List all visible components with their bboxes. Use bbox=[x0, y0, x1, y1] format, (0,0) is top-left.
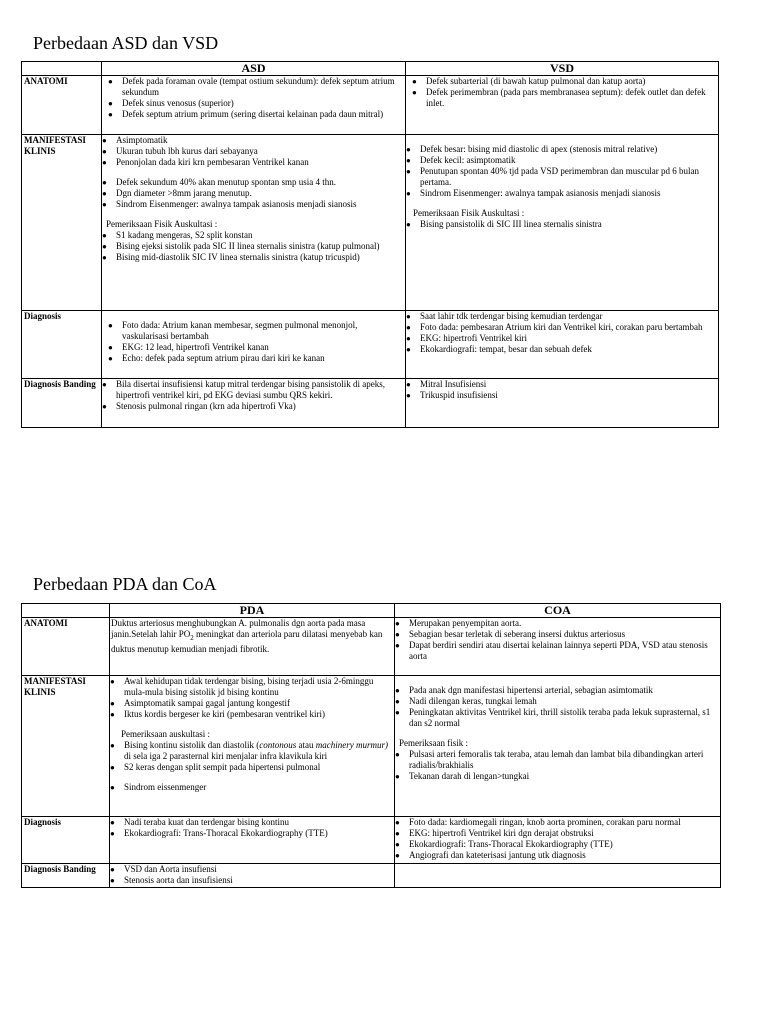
list-item: ● Sindrom Eisenmenger: awalnya tampak asianosis menjadi sianosis bbox=[420, 188, 717, 199]
header-pda: PDA bbox=[110, 604, 395, 618]
list-item: ● Defek perimembran (pada pars membranasea septum): defek outlet dan defek inlet. bbox=[426, 87, 717, 109]
vsd-manifestasi-cell bbox=[406, 135, 719, 311]
row-label-banding: Diagnosis Banding bbox=[22, 864, 110, 888]
asd-diagnosis-cell bbox=[102, 311, 406, 379]
list-item: ● S1 kadang mengeras, S2 split konstan bbox=[116, 230, 404, 241]
table2-title: Perbedaan PDA dan CoA bbox=[33, 574, 217, 594]
list-item: ● Pada anak dgn manifestasi hipertensi arterial, sebagian asimtomatik bbox=[409, 685, 719, 696]
list-item: ● Ekokardiografi: Trans-Thoracal Ekokardiography (TTE) bbox=[124, 828, 393, 839]
list-item: ● Stenosis pulmonal ringan (krn ada hipertrofi Vka) bbox=[116, 401, 404, 412]
list-item: ● Asimptomatik sampai gagal jantung kongestif bbox=[124, 698, 393, 709]
coa-anatomi-cell bbox=[395, 618, 721, 676]
list-item: ● Defek sinus venosus (superior) bbox=[122, 98, 404, 109]
pda-banding-cell bbox=[110, 864, 395, 888]
list-item: ● Stenosis aorta dan insufisiensi bbox=[124, 875, 393, 886]
list-item: ● Bising mid-diastolik SIC IV linea sternalis sinistra (katup tricuspid) bbox=[116, 252, 404, 263]
header-asd: ASD bbox=[102, 62, 406, 76]
list-item: ● Pulsasi arteri femoralis tak teraba, atau lemah dan lambat bila dibandingkan arteri radialis/brakhialis bbox=[409, 749, 719, 771]
exam-heading: Pemeriksaan Fisik Auskultasi : bbox=[413, 208, 525, 218]
exam-heading: Pemeriksaan auskultasi : bbox=[121, 729, 210, 739]
pda-manifestasi-cell bbox=[110, 676, 395, 817]
list-item: ● Foto dada: pembesaran Atrium kiri dan Ventrikel kiri, corakan paru bertambah bbox=[420, 322, 717, 333]
list-item: ● Mitral Insufisiensi bbox=[420, 379, 717, 390]
list-item: ● Defek sekundum 40% akan menutup spontan smp usia 4 thn. bbox=[116, 177, 404, 188]
list-item: ● Iktus kordis bergeser ke kiri (pembesaran ventrikel kiri) bbox=[124, 709, 393, 720]
list-item: ● Defek besar: bising mid diastolic di apex (stenosis mitral relative) bbox=[420, 144, 717, 155]
list-item: ● Dgn diameter >8mm jarang menutup. bbox=[116, 188, 404, 199]
list-item: ● Sebagian besar terletak di seberang insersi duktus arteriosus bbox=[409, 629, 719, 640]
vsd-anatomi-cell bbox=[406, 76, 719, 135]
list-item: ● Peningkatan aktivitas Ventrikel kiri, thrill sistolik teraba pada lekuk suprasternal, s1 dan s2 normal bbox=[409, 707, 719, 729]
pda-anatomi-cell bbox=[110, 618, 395, 676]
list-item: ● Sindrom eissenmenger bbox=[124, 782, 393, 793]
list-item: ● Ukuran tubuh lbh kurus dari sebayanya bbox=[116, 146, 404, 157]
pda-coa-table bbox=[21, 603, 721, 888]
list-item: ● Merupakan penyempitan aorta. bbox=[409, 618, 719, 629]
coa-banding-cell bbox=[395, 864, 721, 888]
row-label-banding: Diagnosis Banding bbox=[22, 379, 102, 428]
list-item: ● Bising pansistolik di SIC III linea sternalis sinistra bbox=[420, 219, 717, 230]
list-item: ● Bila disertai insufisiensi katup mitral terdengar bising pansistolik di apeks, hipertrofi ventrikel kiri, pd EKG deviasi sumbu QRS kekiri. bbox=[116, 379, 404, 401]
list-item: ● EKG: hipertrofi Ventrikel kiri dgn derajat obstruksi bbox=[409, 828, 719, 839]
list-item: ● Angiografi dan kateterisasi jantung utk diagnosis bbox=[409, 850, 719, 861]
vsd-banding-cell bbox=[406, 379, 719, 428]
row-label-diagnosis: Diagnosis bbox=[22, 817, 110, 864]
list-item: ● Defek subarterial (di bawah katup pulmonal dan katup aorta) bbox=[426, 76, 717, 87]
list-item: ● Foto dada: kardiomegali ringan, knob aorta prominen, corakan paru normal bbox=[409, 817, 719, 828]
pda-anatomi-text: Duktus arteriosus menghubungkan A. pulmonalis dgn aorta pada masa janin.Setelah lahir $PO_2$ meningkat dan arteriola paru dilatasi menyebab kan duktus menutup kemudian menjadi fibrotik. bbox=[111, 618, 383, 654]
list-item: ● Ekokardiografi: tempat, besar dan sebuah defek bbox=[420, 344, 717, 355]
asd-vsd-table bbox=[21, 61, 719, 428]
list-item: ● Foto dada: Atrium kanan membesar, segmen pulmonal menonjol, vaskularisasi bertambah bbox=[122, 320, 404, 342]
row-label-diagnosis: Diagnosis bbox=[22, 311, 102, 379]
header-coa: COA bbox=[395, 604, 721, 618]
list-item: ● Saat lahir tdk terdengar bising kemudian terdengar bbox=[420, 311, 717, 322]
list-item: ● EKG: 12 lead, hipertrofi Ventrikel kanan bbox=[122, 342, 404, 353]
header-corner bbox=[22, 62, 102, 76]
row-label-manifestasi: MANIFESTASI KLINIS bbox=[22, 676, 110, 817]
list-item: ● Awal kehidupan tidak terdengar bising, bising terjadi usia 2-6minggu mula-mula bising sistolik jd bising kontinu bbox=[124, 676, 393, 698]
coa-diagnosis-cell bbox=[395, 817, 721, 864]
header-vsd: VSD bbox=[406, 62, 719, 76]
list-item: ● Nadi teraba kuat dan terdengar bising kontinu bbox=[124, 817, 393, 828]
list-item: ● Dapat berdiri sendiri atau disertai kelainan lainnya seperti PDA, VSD atau stenosis aorta bbox=[409, 640, 719, 662]
row-label-manifestasi: MANIFESTASI KLINIS bbox=[22, 135, 102, 311]
list-item: ● Bising kontinu sistolik dan diastolik (contonous atau machinery murmur) di sela iga 2 parasternal kiri menjalar infra klavikula kiri bbox=[124, 740, 393, 762]
coa-manifestasi-cell bbox=[395, 676, 721, 817]
list-item: ● Defek septum atrium primum (sering disertai kelainan pada daun mitral) bbox=[122, 109, 404, 120]
list-item: ● Nadi dilengan keras, tungkai lemah bbox=[409, 696, 719, 707]
list-item: ● Penonjolan dada kiri krn pembesaran Ventrikel kanan bbox=[116, 157, 404, 168]
vsd-diagnosis-cell bbox=[406, 311, 719, 379]
list-item: ● Echo: defek pada septum atrium pirau dari kiri ke kanan bbox=[122, 353, 404, 364]
asd-banding-cell bbox=[102, 379, 406, 428]
list-item: ● Defek pada foraman ovale (tempat ostium sekundum): defek septum atrium sekundum bbox=[122, 76, 404, 98]
list-item: ● Defek kecil: asimptomatik bbox=[420, 155, 717, 166]
list-item: ● Penutupan spontan 40% tjd pada VSD perimembran dan muscular pd 6 bulan pertama. bbox=[420, 166, 717, 188]
list-item: ● Sindrom Eisenmenger: awalnya tampak asianosis menjadi sianosis bbox=[116, 199, 404, 210]
asd-manifestasi-cell bbox=[102, 135, 406, 311]
pda-diagnosis-cell bbox=[110, 817, 395, 864]
list-item: ● S2 keras dengan split sempit pada hipertensi pulmonal bbox=[124, 762, 393, 773]
exam-heading: Pemeriksaan Fisik Auskultasi : bbox=[106, 219, 218, 229]
list-item: ● Bising ejeksi sistolik pada SIC II linea sternalis sinistra (katup pulmonal) bbox=[116, 241, 404, 252]
asd-anatomi-cell bbox=[102, 76, 406, 135]
row-label-anatomi: ANATOMI bbox=[22, 618, 110, 676]
list-item: ● Tekanan darah di lengan>tungkai bbox=[409, 771, 719, 782]
exam-heading: Pemeriksaan fisik : bbox=[399, 738, 468, 748]
list-item: ● Asimptomatik bbox=[116, 135, 404, 146]
table1-title: Perbedaan ASD dan VSD bbox=[33, 33, 219, 53]
list-item: ● EKG: hipertrofi Ventrikel kiri bbox=[420, 333, 717, 344]
list-item: ● VSD dan Aorta insufiensi bbox=[124, 864, 393, 875]
list-item: ● Ekokardiografi: Trans-Thoracal Ekokardiography (TTE) bbox=[409, 839, 719, 850]
list-item: ● Trikuspid insufisiensi bbox=[420, 390, 717, 401]
row-label-anatomi: ANATOMI bbox=[22, 76, 102, 135]
header-corner bbox=[22, 604, 110, 618]
